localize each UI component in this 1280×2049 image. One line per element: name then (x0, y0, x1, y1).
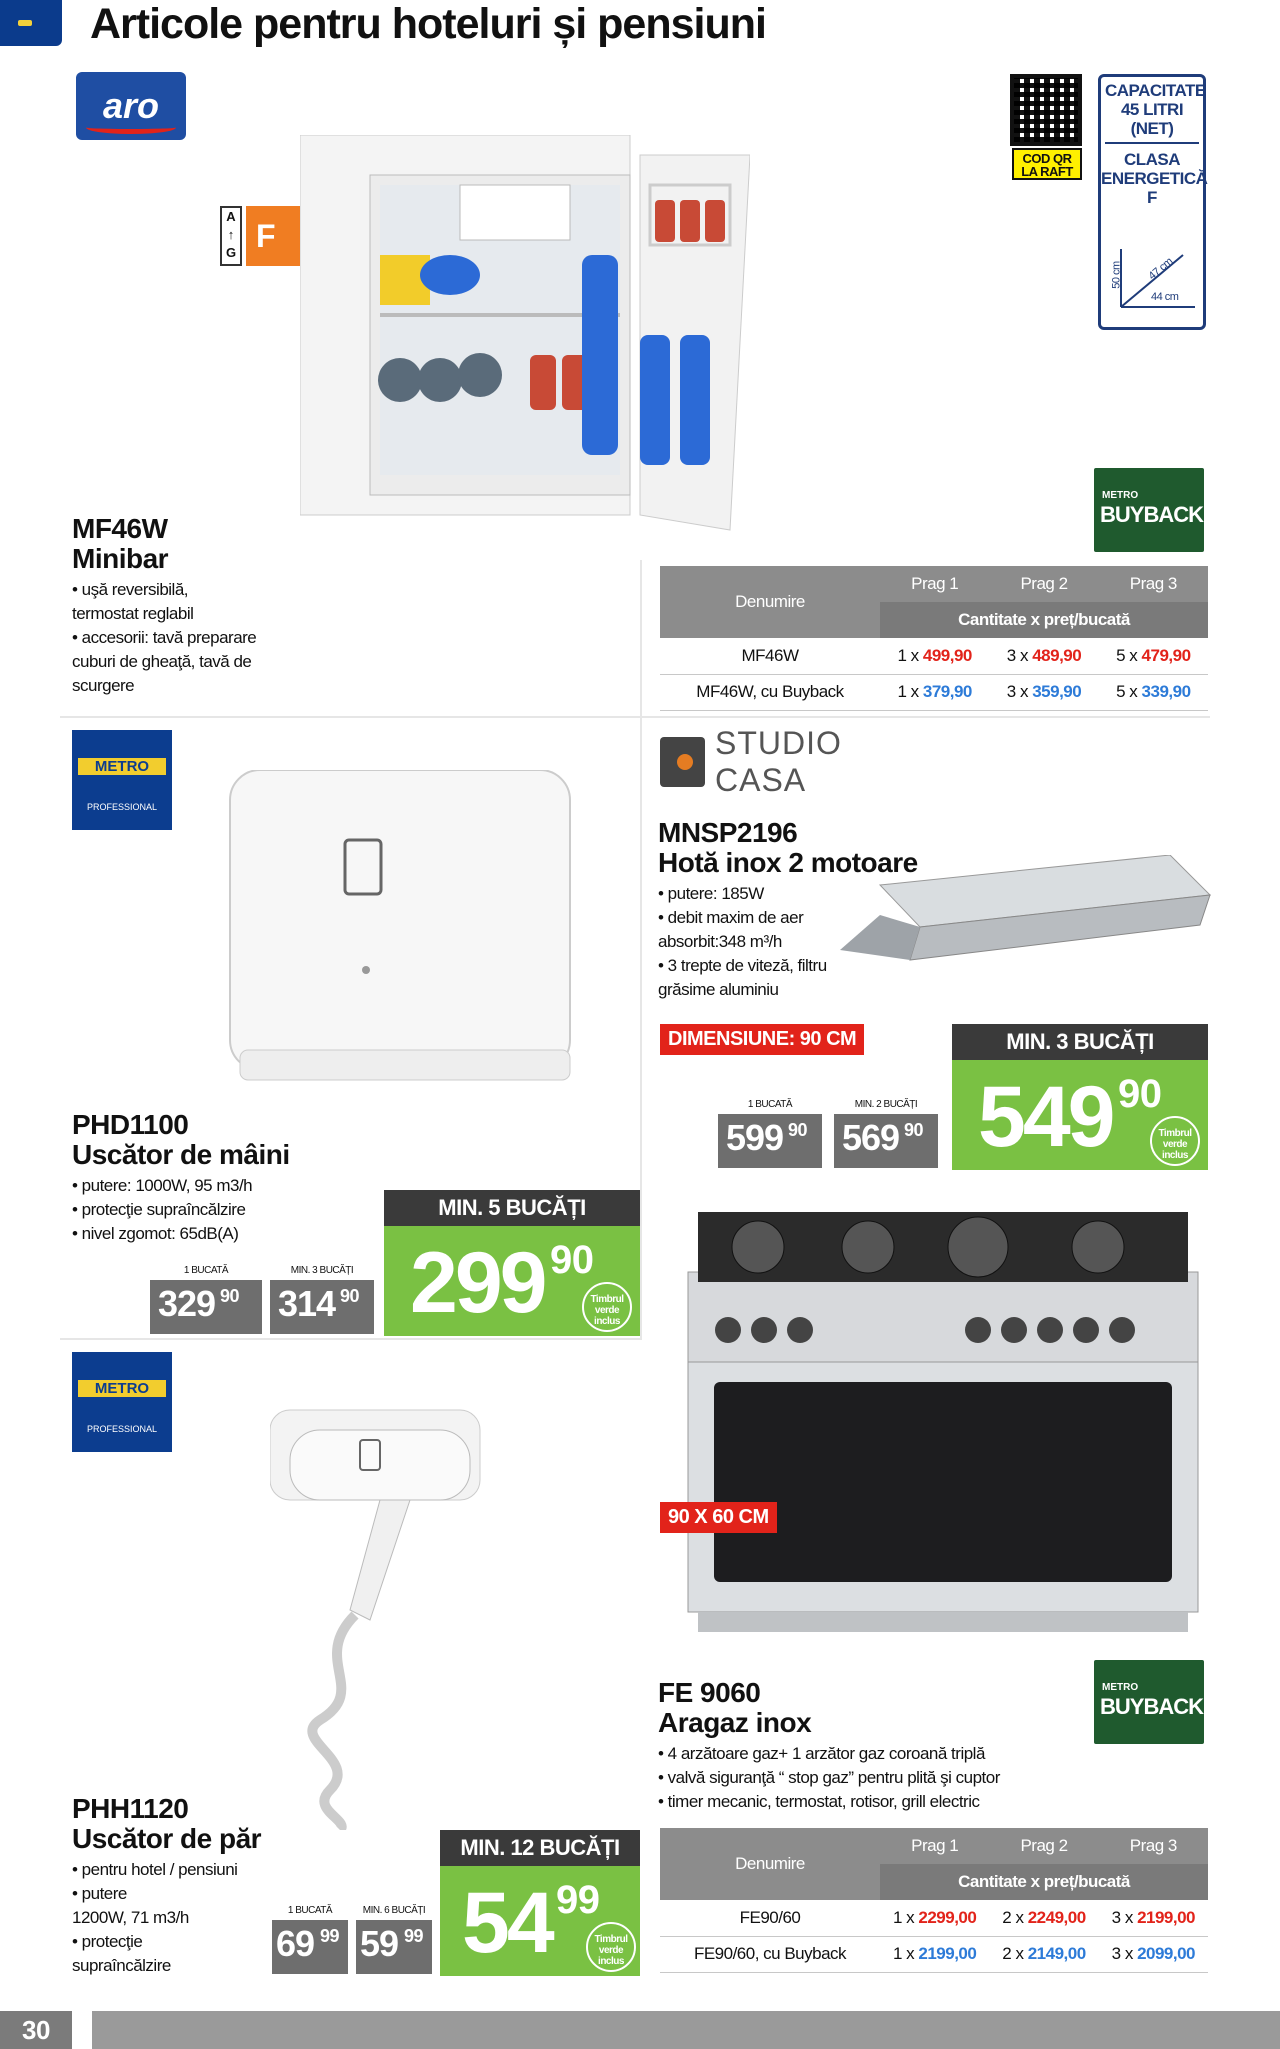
minibar-features: • uşă reversibilă, termostat reglabil • accesorii: tavă preparare cuburi de gheaţă, tavă de scurgere (72, 580, 257, 695)
col-subheader: Cantitate x preț/bucată (880, 1864, 1208, 1900)
studio-casa-logo: STUDIO CASA (660, 734, 920, 790)
hand-dryer-info (72, 1110, 392, 1246)
hair-dryer-code: PHH1120 (72, 1793, 189, 1824)
timbru-verde-badge: Timbrul verde inclus (586, 1922, 636, 1972)
dim-width: 44 cm (1151, 291, 1179, 303)
hair-dryer-name: Uscător de păr (72, 1823, 262, 1854)
hand-dryer-tier2: MIN. 3 BUCĂȚI 314 90 (270, 1262, 374, 1334)
hood-tier1: 1 BUCATĂ 599 90 (718, 1096, 822, 1168)
hand-dryer-min-label: MIN. 5 BUCĂȚI (384, 1190, 640, 1226)
studio-casa-icon (660, 737, 705, 787)
col-subheader: Cantitate x preț/bucată (880, 602, 1208, 638)
hand-dryer-code: PHD1100 (72, 1109, 189, 1140)
column-divider (640, 560, 642, 1340)
dimensions-diagram (1107, 229, 1199, 319)
col-denumire: Denumire (660, 566, 880, 638)
section-divider (60, 1338, 640, 1340)
qr-code-icon (1010, 74, 1082, 146)
hair-dryer-image (270, 1400, 490, 1830)
stove-image (678, 1212, 1208, 1642)
col-prag3: Prag 3 (1099, 566, 1208, 602)
minibar-code: MF46W (72, 513, 168, 544)
table-row: FE90/60, cu Buyback 1 x 2199,00 2 x 2149,00 3 x 2099,00 (660, 1936, 1208, 1972)
hood-features: • putere: 185W • debit maxim de aer absorbit:348 m³/h • 3 trepte de viteză, filtru grăsime aluminiu (658, 884, 827, 999)
minibar-price-table (660, 566, 1208, 711)
metro-professional-logo: METRO PROFESSIONAL (72, 730, 172, 830)
section-divider (60, 716, 1210, 718)
minibar-name: Minibar (72, 543, 169, 574)
hair-dryer-features: • pentru hotel / pensiuni • putere 1200W, 71 m3/h • protecţie supraîncălzire (72, 1860, 238, 1975)
col-prag3: Prag 3 (1099, 1828, 1208, 1864)
hood-code: MNSP2196 (658, 817, 798, 848)
energy-class-text: CLASA ENERGETICĂ F (1101, 150, 1208, 207)
stove-features: • 4 arzătoare gaz+ 1 arzător gaz coroană triplă • valvă siguranţă “ stop gaz” pentru plită şi cuptor • timer mecanic, termostat, rotisor, grill electric (658, 1744, 1000, 1811)
hair-dryer-info (72, 1794, 292, 1978)
col-denumire: Denumire (660, 1828, 880, 1900)
buyback-logo: METRO BUYBACK (1094, 468, 1204, 552)
energy-scale: A ↑ G (220, 206, 242, 266)
page-title: Articole pentru hoteluri și pensiuni (90, 0, 766, 48)
capacity-box (1098, 74, 1206, 330)
buyback-logo: METRO BUYBACK (1094, 1660, 1204, 1744)
page-number: 30 (0, 2011, 72, 2049)
hair-dryer-price: 54 99 Timbrul verde inclus (440, 1866, 640, 1976)
dim-depth: 47 cm (1146, 255, 1176, 283)
table-row: FE90/60 1 x 2299,00 2 x 2249,00 3 x 2199,00 (660, 1900, 1208, 1936)
stove-name: Aragaz inox (658, 1707, 812, 1738)
hood-dimension-tag: DIMENSIUNE: 90 CM (660, 1024, 864, 1055)
col-prag1: Prag 1 (880, 1828, 989, 1864)
hair-dryer-tier2: MIN. 6 BUCĂȚI 59 99 (356, 1902, 432, 1974)
aro-logo: aro (76, 72, 186, 140)
table-row: MF46W 1 x 499,90 3 x 489,90 5 x 479,90 (660, 638, 1208, 674)
footer-bar (92, 2011, 1280, 2049)
hand-dryer-image (220, 770, 600, 1090)
stove-info (658, 1678, 1098, 1814)
dim-height: 50 cm (1110, 261, 1123, 289)
hood-tier2: MIN. 2 BUCĂȚI 569 90 (834, 1096, 938, 1168)
hair-dryer-tier1: 1 BUCATĂ 69 99 (272, 1902, 348, 1974)
capacity-text: CAPACITATE 45 LITRI (NET) (1105, 77, 1199, 144)
hand-dryer-features: • putere: 1000W, 95 m3/h • protecţie supraîncălzire • nivel zgomot: 65dB(A) (72, 1176, 253, 1243)
minibar-image (300, 135, 750, 555)
timbru-verde-badge: Timbrul verde inclus (1150, 1116, 1200, 1166)
hair-dryer-min-label: MIN. 12 BUCĂȚI (440, 1830, 640, 1866)
hood-price: 549 90 Timbrul verde inclus (952, 1060, 1208, 1170)
stove-price-table (660, 1828, 1208, 1973)
stove-dimension-tag: 90 X 60 CM (660, 1502, 777, 1533)
table-row: MF46W, cu Buyback 1 x 379,90 3 x 359,90 5 x 339,90 (660, 674, 1208, 710)
col-prag1: Prag 1 (880, 566, 989, 602)
hand-dryer-tier1: 1 BUCATĂ 329 90 (150, 1262, 262, 1334)
timbru-verde-badge: Timbrul verde inclus (582, 1282, 632, 1332)
qr-label: COD QR LA RAFT (1012, 148, 1082, 180)
hand-dryer-price: 299 90 Timbrul verde inclus (384, 1226, 640, 1336)
flag-icon (0, 0, 62, 46)
energy-class: F (246, 206, 306, 266)
hood-name: Hotă inox 2 motoare (658, 847, 918, 878)
hood-image (840, 855, 1215, 965)
stove-code: FE 9060 (658, 1677, 761, 1708)
hood-min-label: MIN. 3 BUCĂȚI (952, 1024, 1208, 1060)
minibar-info (72, 514, 332, 698)
metro-professional-logo: METRO PROFESSIONAL (72, 1352, 172, 1452)
hand-dryer-name: Uscător de mâini (72, 1139, 290, 1170)
col-prag2: Prag 2 (989, 1828, 1098, 1864)
col-prag2: Prag 2 (989, 566, 1098, 602)
